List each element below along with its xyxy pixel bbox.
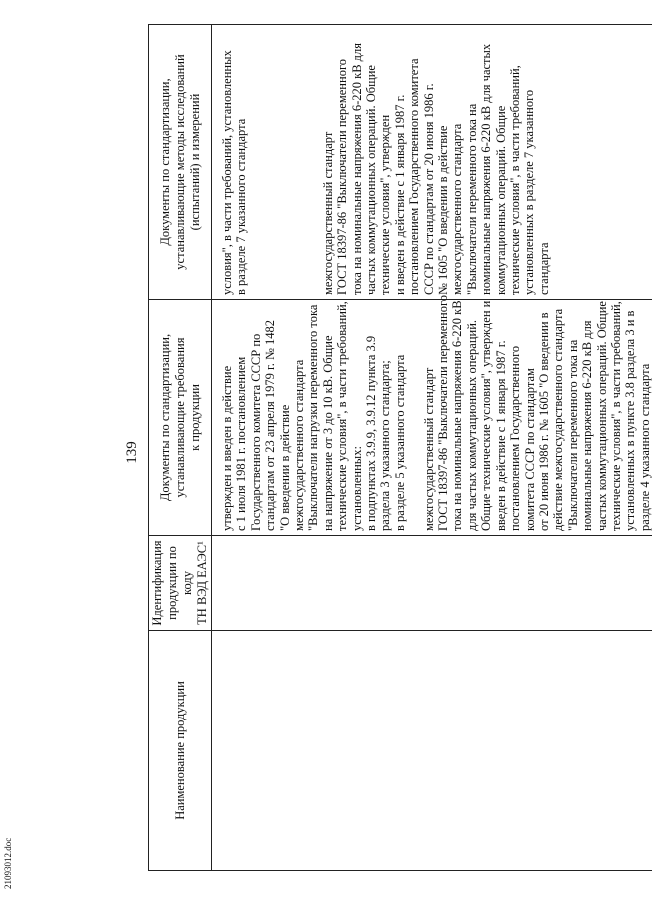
method-docs-line: тока на номинальные напряжения 6-220 кВ для	[349, 42, 364, 295]
product-docs-line: с 1 июля 1981 г. постановлением	[234, 356, 249, 531]
table-row	[212, 25, 652, 871]
product-docs-line: в разделе 5 указанного стандарта	[392, 354, 407, 531]
method-docs-line: и введен в действие с 1 января 1987 г.	[392, 94, 407, 295]
method-docs-line: технические условия", утвержден	[378, 114, 393, 295]
method-docs-line: межгосударственного стандарта	[450, 123, 465, 295]
method-docs-line: коммутационных операций. Общие	[493, 105, 508, 295]
header-method-docs-line: Документы по стандартизации,	[157, 78, 172, 246]
product-docs-line: "О введении в действие	[277, 404, 292, 531]
header-code-line: ТН ВЭД ЕАЭС¹	[195, 541, 209, 625]
header-code-line: Идентификация	[150, 540, 164, 626]
header-product-docs-line: к продукции	[187, 384, 202, 451]
product-docs-line: в подпунктах 3.9.9, 3.9.12 пункта 3.9	[364, 335, 379, 531]
product-docs-line: действие межгосударственного стандарта	[551, 308, 566, 531]
method-docs-line: установленных в разделе 7 указанного	[522, 89, 537, 295]
method-docs-line: "Выключатели переменного тока на	[464, 103, 479, 295]
product-docs-line: тока на номинальные напряжения 6-220 кВ	[450, 300, 465, 531]
page-number: 139	[124, 441, 140, 464]
method-docs-line: в разделе 7 указанного стандарта	[234, 118, 249, 295]
product-docs-line: межгосударственный стандарт	[421, 367, 436, 531]
product-docs-line: ГОСТ 18397-86 "Выключатели переменного	[436, 294, 451, 531]
product-docs-line: межгосударственного стандарта	[292, 359, 307, 531]
product-docs-line: на напряжение от 3 до 10 кВ. Общие	[320, 335, 335, 531]
product-docs-line: Общие технические условия", утвержден и	[479, 300, 494, 531]
product-docs-line: утвержден и введен в действие	[220, 365, 234, 531]
method-docs-line: № 1605 "О введении в действие	[436, 125, 451, 295]
product-docs-line: введен в действие с 1 января 1987 г.	[493, 340, 508, 531]
header-code-line: продукции по коду	[165, 546, 194, 620]
method-docs-line: ГОСТ 18397-86 "Выключатели переменного	[335, 58, 350, 295]
product-docs-line: стандартам от 23 апреля 1979 г. № 1482	[263, 319, 278, 531]
product-docs-line: от 20 июня 1986 г. № 1605 "О введении в	[536, 312, 551, 531]
method-docs-line: СССР по стандартам от 20 июня 1986 г.	[421, 83, 436, 295]
header-product-docs-line: устанавливающие требования	[172, 337, 187, 498]
cell-product-docs	[212, 294, 652, 536]
product-docs-line: комитета СССР по стандартам	[522, 368, 537, 531]
header-product-docs-line: Документы по стандартизации,	[157, 333, 172, 502]
product-docs-line: частых коммутационных операций. Общие	[594, 301, 609, 531]
product-docs-line: для частых коммутационных операций.	[464, 319, 479, 531]
product-docs-line: установленных в пункте 3.8 раздела 3 и в	[623, 310, 638, 531]
header-product-name: Наименование продукции	[149, 631, 212, 871]
method-docs-line: технические условия", в части требований,	[508, 65, 523, 295]
method-docs-line	[306, 29, 320, 295]
product-docs-line: постановлением Государственного	[508, 345, 523, 531]
header-product-docs	[149, 300, 212, 536]
header-code	[149, 536, 212, 631]
method-docs-line: постановлением Государственного комитета	[407, 58, 422, 295]
method-docs-line: условия", в части требований, установленных	[220, 50, 234, 295]
table-header-row	[149, 25, 212, 871]
header-method-docs	[149, 25, 212, 300]
document-id: 21093012.doc	[3, 837, 13, 889]
method-docs-line	[292, 29, 306, 295]
product-docs-line: раздела 3 указанного стандарта;	[378, 360, 393, 531]
cell-code	[212, 536, 652, 631]
product-docs-line: установленных:	[349, 446, 364, 531]
standards-table	[148, 24, 652, 871]
product-docs-line	[407, 304, 421, 531]
product-docs-line: номинальные напряжения 6-220 кВ для	[580, 320, 595, 531]
method-docs-line: стандарта	[536, 242, 551, 295]
method-docs-line	[278, 29, 292, 295]
method-docs-line: номинальные напряжения 6-220 кВ для частых	[479, 43, 494, 295]
product-docs-line: "Выключатели переменного тока на	[565, 339, 580, 531]
method-docs-line	[263, 29, 277, 295]
product-docs-line: "Выключатели нагрузки переменного тока	[306, 304, 321, 531]
product-docs-line: технические условия", в части требований,	[608, 301, 623, 531]
method-docs-line: межгосударственный стандарт	[320, 131, 335, 295]
method-docs-line: частых коммутационных операций. Общие	[363, 65, 378, 295]
cell-method-docs	[212, 25, 652, 300]
product-docs-line: Государственного комитета СССР по	[248, 333, 263, 531]
product-docs-line: разделе 4 указанного стандарта	[637, 363, 652, 531]
header-method-docs-line: (испытаний) и измерений	[187, 93, 202, 231]
cell-product-name	[212, 631, 652, 871]
header-method-docs-line: устанавливающие методы исследований	[172, 54, 187, 270]
method-docs-line	[249, 29, 263, 295]
product-docs-line: технические условия", в части требований,	[335, 301, 350, 531]
